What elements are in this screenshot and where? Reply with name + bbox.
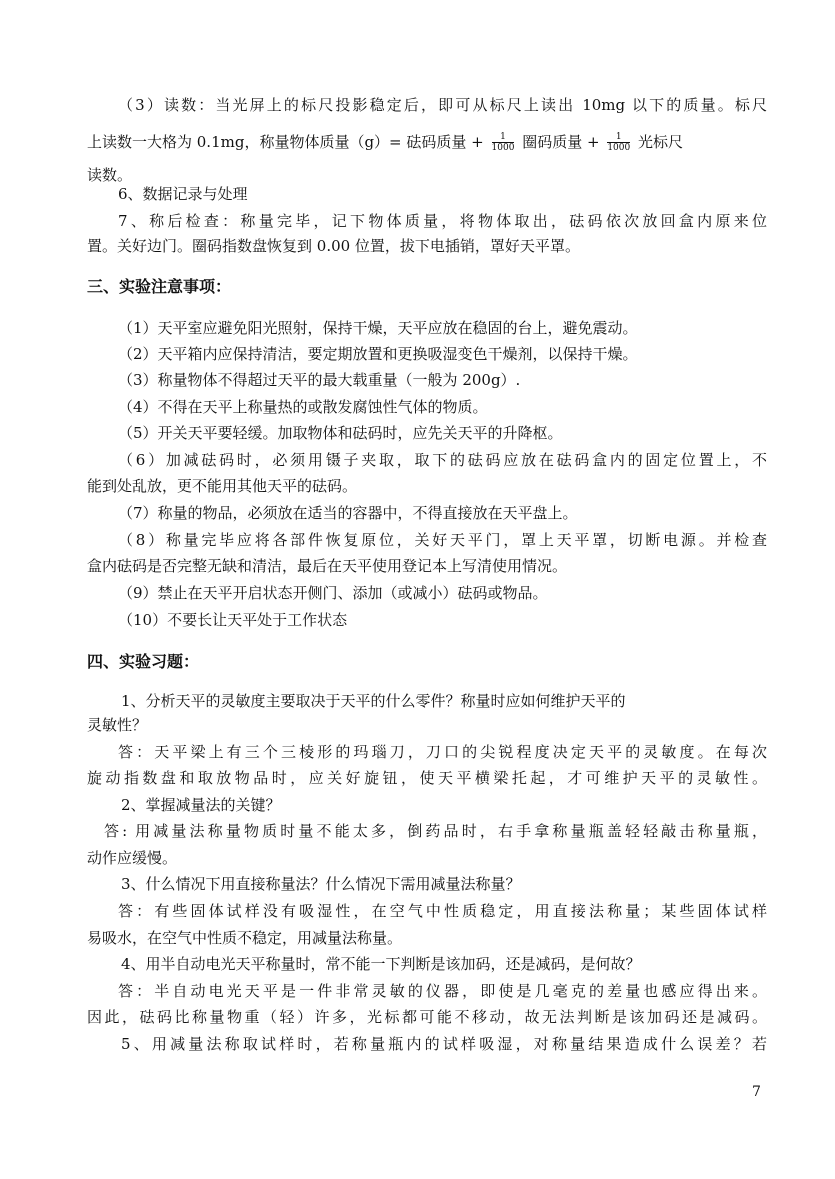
fraction-1-numerator: 1 [492, 132, 515, 143]
exercise-line: 4、用半自动电光天平称量时，常不能一下判断是该加码，还是减码，是何故？ [121, 955, 641, 973]
note-line: （10）不要长让天平处于工作状态 [118, 611, 348, 629]
note-line: （1）天平室应避免阳光照射，保持干燥，天平应放在稳固的台上，避免震动。 [118, 319, 638, 337]
exercise-line: 3、什么情况下用直接称量法？什么情况下需用减量法称量？ [121, 875, 521, 893]
note-line: （6）加减砝码时，必须用镊子夹取，取下的砝码应放在砝码盒内的固定位置上，不 [118, 451, 767, 469]
note-line: （5）开关天平要轻缓。加取物体和砝码时，应先关天平的升降枢。 [118, 424, 563, 442]
exercise-line: 动作应缓慢。 [87, 849, 178, 867]
exercise-line: 答：半自动电光天平是一件非常灵敏的仪器，即使是几毫克的差量也感应得出来。 [118, 982, 767, 1000]
exercise-line: 灵敏性？ [87, 716, 148, 734]
section-3-heading: 三、实验注意事项： [87, 277, 232, 296]
note-line: 盒内砝码是否完整无缺和清洁，最后在天平使用登记本上写清使用情况。 [87, 557, 568, 575]
note-line: 能到处乱放，更不能用其他天平的砝码。 [87, 477, 358, 495]
section-4-heading: 四、实验习题： [87, 652, 200, 671]
fraction-1 [492, 132, 515, 153]
exercise-line: 答：天平梁上有三个三棱形的玛瑙刀，刀口的尖锐程度决定天平的灵敏度。在每次 [118, 743, 767, 761]
page-number: 7 [752, 1084, 761, 1100]
exercise-line: 答: 用减量法称量物质时量不能太多，倒药品时，右手拿称量瓶盖轻轻敲击称量瓶， [104, 822, 767, 840]
reading-line-2-b: 圈码质量 + [522, 133, 600, 151]
step-7-line-2: 置。关好边门。圈码指数盘恢复到 0.00 位置，拔下电插销，罩好天平罩。 [87, 237, 580, 255]
exercise-line: 因此，砝码比称量物重（轻）许多，光标都可能不移动，故无法判断是该加码还是减码。 [87, 1008, 767, 1026]
exercise-line: 5、用减量法称取试样时，若称量瓶内的试样吸湿，对称量结果造成什么误差？若 [121, 1035, 767, 1053]
reading-line-3: 读数。 [87, 166, 133, 184]
reading-line-2-a: 上读数一大格为 0.1mg，称量物体质量（g）= 砝码质量 + [87, 133, 484, 151]
reading-line-1: （3）读数：当光屏上的标尺投影稳定后，即可从标尺上读出 10mg 以下的质量。标尺 [118, 96, 767, 114]
note-line: （9）禁止在天平开启状态开侧门、添加（或减小）砝码或物品。 [118, 584, 548, 602]
note-line: （7）称量的物品，必须放在适当的容器中，不得直接放在天平盘上。 [118, 504, 578, 522]
exercise-line: 1、分析天平的灵敏度主要取决于天平的什么零件？称量时应如何维护天平的 [121, 692, 626, 710]
step-6: 6、数据记录与处理 [118, 185, 248, 203]
note-line: （8）称量完毕应将各部件恢复原位，关好天平门，罩上天平罩，切断电源。并检查 [118, 531, 767, 549]
step-7-line-1: 7、称后检查：称量完毕，记下物体质量，将物体取出，砝码依次放回盒内原来位 [118, 212, 767, 230]
exercise-line: 旋动指数盘和取放物品时，应关好旋钮，使天平横梁托起，才可维护天平的灵敏性。 [87, 769, 767, 787]
note-line: （2）天平箱内应保持清洁，要定期放置和更换吸湿变色干燥剂，以保持干燥。 [118, 345, 638, 363]
reading-line-2 [87, 132, 767, 154]
note-line: （4）不得在天平上称量热的或散发腐蚀性气体的物质。 [118, 398, 488, 416]
fraction-1-denominator: 1000 [491, 142, 515, 153]
fraction-2 [607, 132, 630, 153]
fraction-2-numerator: 1 [607, 132, 630, 143]
note-line: （3）称量物体不得超过天平的最大载重量（一般为 200g）. [118, 371, 521, 389]
exercise-line: 答：有些固体试样没有吸湿性，在空气中性质稳定，用直接法称量；某些固体试样 [118, 902, 767, 920]
exercise-line: 2、掌握减量法的关键？ [121, 796, 281, 814]
reading-line-2-c: 光标尺 [638, 133, 684, 151]
exercise-line: 易吸水，在空气中性质不稳定，用减量法称量。 [87, 929, 403, 947]
fraction-2-denominator: 1000 [607, 142, 631, 153]
